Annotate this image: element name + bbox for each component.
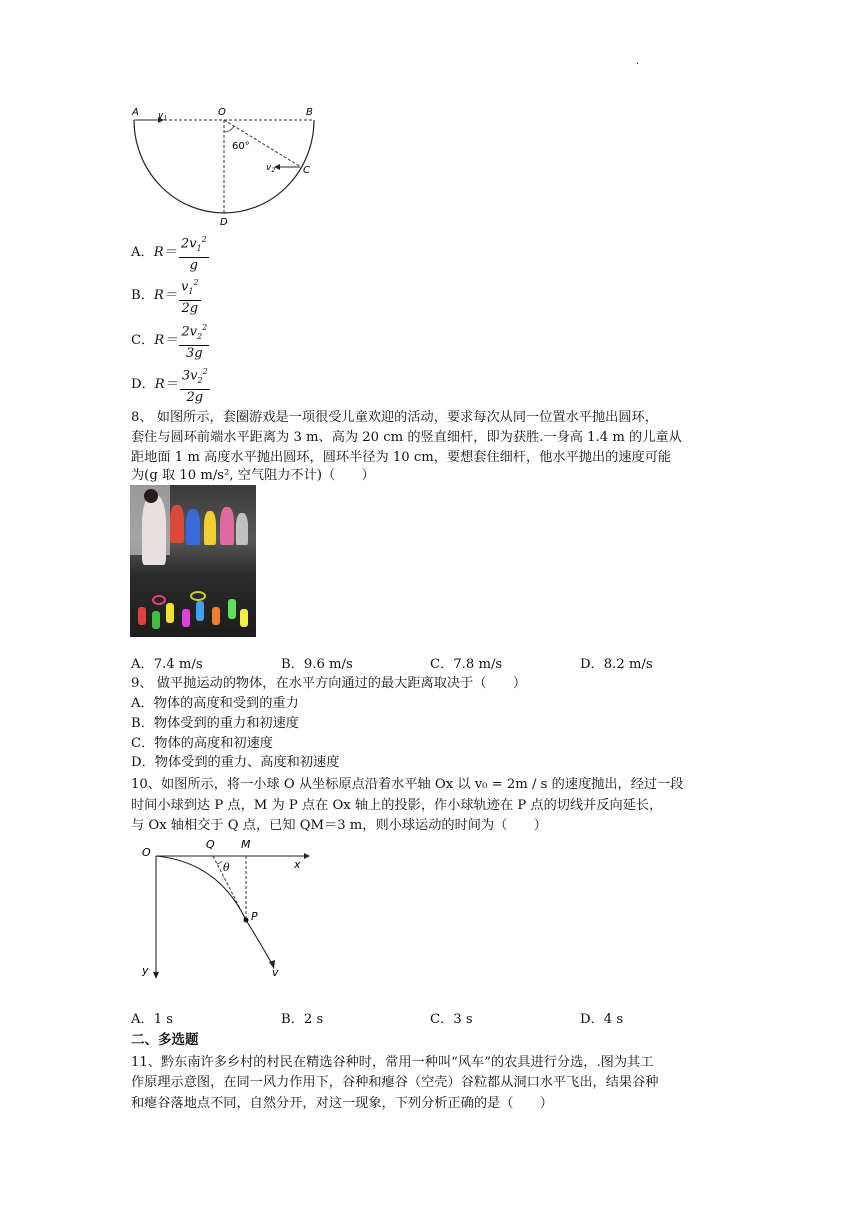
q10-line-2: 时间小球到达 P 点，M 为 P 点在 Ox 轴上的投影，作小球轨迹在 P 点的切线并反向延长， <box>131 798 663 813</box>
q10-line-3: 与 Ox 轴相交于 Q 点，已知 QM＝3 m，则小球运动的时间为（ ） <box>131 818 547 833</box>
label-q: Q <box>206 838 215 851</box>
label-x: x <box>294 858 301 871</box>
label-o: O <box>218 107 226 118</box>
label-theta: θ <box>223 861 230 874</box>
q10-line-1: 10、如图所示，将一小球 O 从坐标原点沿着水平轴 Ox 以 v₀ = 2m / s 的速度抛出，经过一段 <box>131 777 684 792</box>
q11-line-1: 11、黔东南许多乡村的村民在精选谷种时，常用一种叫“风车”的农具进行分选，.图为其工 <box>131 1055 654 1070</box>
section-heading: 二、多选题 <box>131 1032 199 1048</box>
q7-option-a[interactable]: A．R＝ $\frac{2v_1^2}{g}$ <box>131 232 209 274</box>
label-angle: 60° <box>232 141 250 152</box>
label-m: M <box>241 838 251 851</box>
label-o: O <box>142 846 151 859</box>
point-p <box>244 918 249 923</box>
label-c: C <box>303 165 310 176</box>
q11-line-2: 作原理示意图，在同一风力作用下，谷种和瘪谷（空壳）谷粒都从洞口水平飞出，结果谷种 <box>131 1075 659 1090</box>
y-axis-arrowhead <box>153 972 159 979</box>
label-p: P <box>251 910 258 923</box>
label-y: y <box>142 964 149 977</box>
q9-stem: 9、 做平抛运动的物体，在水平方向通过的最大距离取决于（ ） <box>131 676 527 691</box>
q10-option-c[interactable]: C．3 s <box>430 1012 473 1027</box>
q7-option-b[interactable]: B．R＝ $\frac{v_1^2}{2g}$ <box>131 275 201 317</box>
q10-option-d[interactable]: D．4 s <box>580 1012 624 1027</box>
q8-line-1: 8、 如图所示，套圈游戏是一项很受儿童欢迎的活动，要求每次从同一位置水平抛出圆环， <box>131 410 658 425</box>
q9-option-c[interactable]: C．物体的高度和初速度 <box>131 736 273 751</box>
label-v2: $v_2$ <box>266 163 276 174</box>
theta-arc <box>217 861 222 864</box>
q8-option-c[interactable]: C．7.8 m/s <box>430 657 503 672</box>
q10-option-b[interactable]: B．2 s <box>281 1012 324 1027</box>
trajectory-figure <box>138 834 328 984</box>
x-axis-arrowhead <box>304 853 310 859</box>
q8-option-a[interactable]: A．7.4 m/s <box>131 657 203 672</box>
q7-option-d[interactable]: D．R＝ $\frac{3v_2^2}{2g}$ <box>131 364 210 406</box>
angle-arc <box>224 126 234 132</box>
label-v1: $v_1$ <box>158 111 168 122</box>
semicircle-figure <box>128 100 328 230</box>
q9-option-a[interactable]: A．物体的高度和受到的重力 <box>131 696 299 711</box>
label-d: D <box>220 217 228 228</box>
label-b: B <box>306 107 313 118</box>
q11-line-3: 和瘪谷落地点不同，自然分开，对这一现象，下列分析正确的是（ ） <box>131 1096 553 1111</box>
q8-line-2: 套住与圆环前端水平距离为 3 m、高为 20 cm 的竖直细杆，即为获胜.一身高 1.4 m 的儿童从 <box>131 430 682 445</box>
q7-option-c[interactable]: C．R＝ $\frac{2v_2^2}{3g}$ <box>131 320 209 362</box>
q10-option-a[interactable]: A．1 s <box>131 1012 174 1027</box>
q8-line-3: 距地面 1 m 高度水平抛出圆环，圆环半径为 10 cm，要想套住细杆，他水平抛出的速度可能 <box>131 450 672 465</box>
q9-option-b[interactable]: B．物体受到的重力和初速度 <box>131 716 299 731</box>
q8-option-d[interactable]: D．8.2 m/s <box>580 657 653 672</box>
corner-mark: . <box>636 56 640 67</box>
q9-option-d[interactable]: D．物体受到的重力、高度和初速度 <box>131 755 340 770</box>
q8-option-b[interactable]: B．9.6 m/s <box>281 657 353 672</box>
ring-toss-photo <box>130 485 256 637</box>
label-a: A <box>132 107 139 118</box>
label-v: v <box>272 966 279 979</box>
q8-line-4: 为(g 取 10 m/s², 空气阻力不计)（ ） <box>131 468 375 483</box>
